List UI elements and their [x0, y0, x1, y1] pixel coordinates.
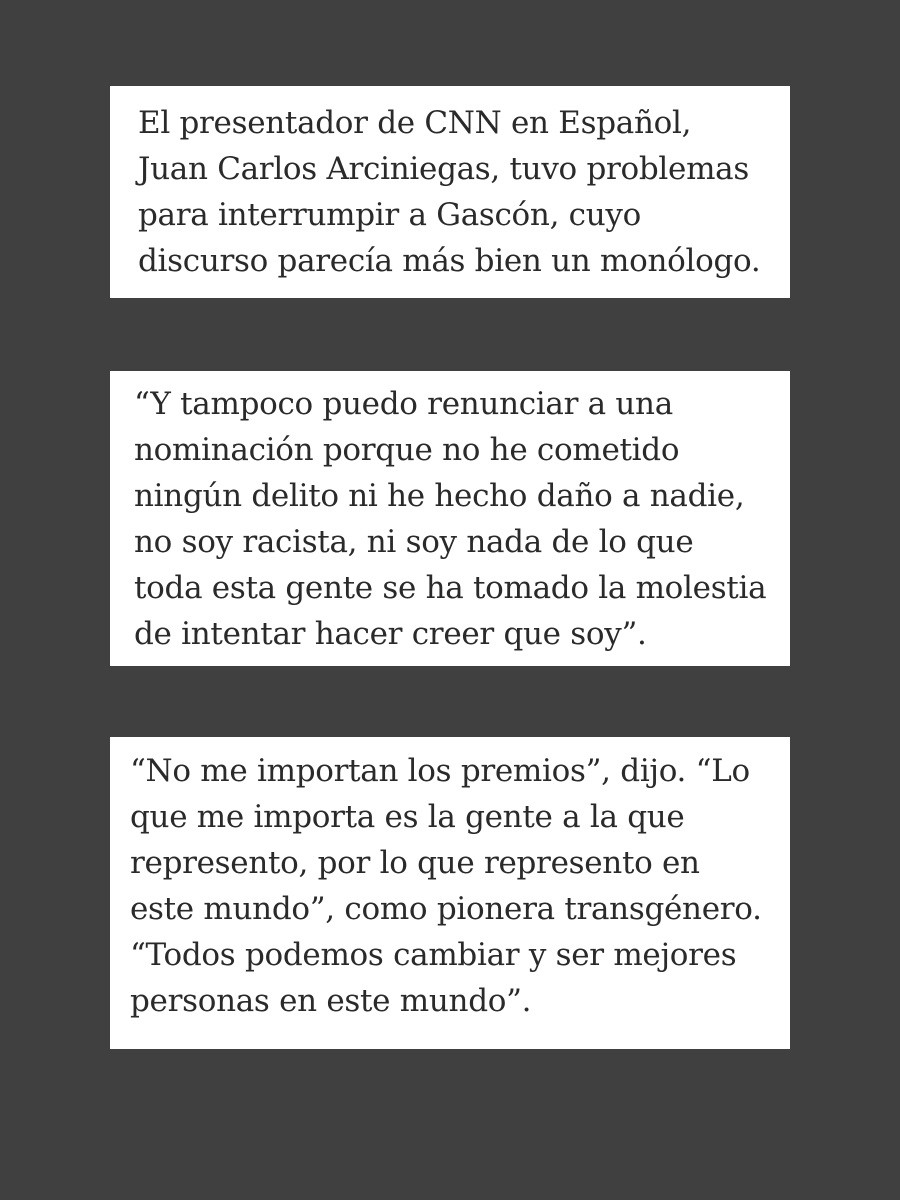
text-card-quote-awards — [110, 737, 790, 1049]
card-paragraph: “Y tampoco puedo renunciar a una nominación porque no he cometido ningún delito ni he hecho daño a nadie, no soy racista, ni soy nada de lo que toda esta gente se ha tomado la molestia de intentar hacer creer que soy”. — [134, 386, 767, 652]
card-paragraph: “No me importan los premios”, dijo. “Lo que me importa es la gente a la que represento, por lo que represento en este mundo”, como pionera transgénero. “Todos podemos cambiar y ser mejores personas en este mundo”. — [130, 753, 762, 1019]
card-paragraph: El presentador de CNN en Español, Juan Carlos Arciniegas, tuvo problemas para interrumpir a Gascón, cuyo discurso parecía más bien un monólogo. — [138, 105, 761, 279]
text-card-quote-nomination — [110, 371, 790, 666]
text-card-arciniegas — [110, 86, 790, 298]
